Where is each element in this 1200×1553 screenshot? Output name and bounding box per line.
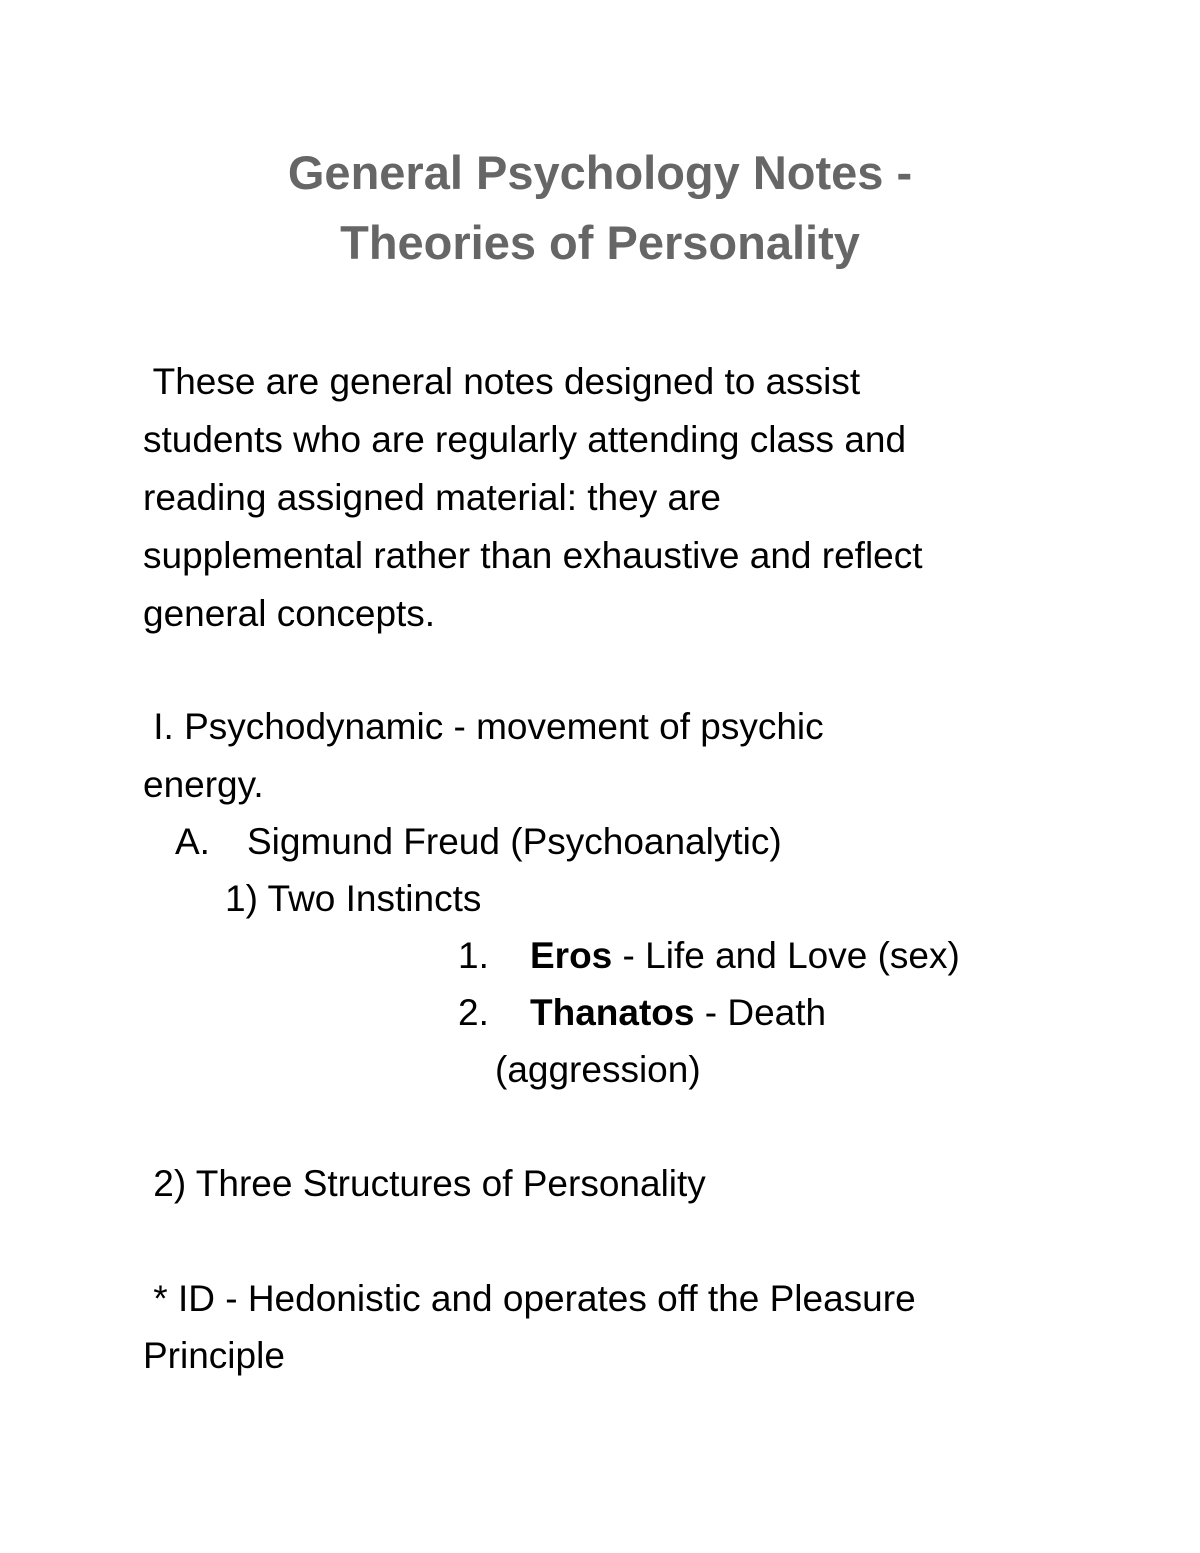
subsection-a-marker: A. [175,821,210,862]
instinct-1-marker: 1. [458,935,489,976]
structures-heading: 2) Three Structures of Personality [143,1163,706,1204]
title-line-1: General Psychology Notes - [287,146,913,199]
instinct-2-desc: - Death [694,992,827,1033]
instinct-1-desc: - Life and Love (sex) [612,935,960,976]
instinct-2-marker: 2. [458,992,489,1033]
intro-line-3: reading assigned material: they are [143,477,721,518]
id-note-line-2: Principle [143,1335,285,1376]
instinct-2-item [530,984,826,1042]
id-note-line-1: * ID - Hedonistic and operates off the Pleasure [143,1278,916,1319]
instinct-2-term: Thanatos [530,992,695,1033]
intro-paragraph [143,353,1073,643]
intro-line-5: general concepts. [143,593,436,634]
instinct-1-term: Eros [530,935,613,976]
section-1-heading: I. Psychodynamic - movement of psychic [143,706,824,747]
document-title [0,138,1200,278]
intro-line-1: These are general notes designed to assist [143,361,861,402]
instinct-2-continuation: (aggression) [495,1049,701,1090]
title-line-2: Theories of Personality [340,216,860,269]
intro-line-4: supplemental rather than exhaustive and reflect [143,535,923,576]
intro-line-2: students who are regularly attending class and [143,419,907,460]
instinct-1-item [530,927,960,985]
instincts-heading: 1) Two Instincts [225,878,482,919]
subsection-a-text: Sigmund Freud (Psychoanalytic) [247,821,782,862]
section-1-heading-continued: energy. [143,764,264,805]
